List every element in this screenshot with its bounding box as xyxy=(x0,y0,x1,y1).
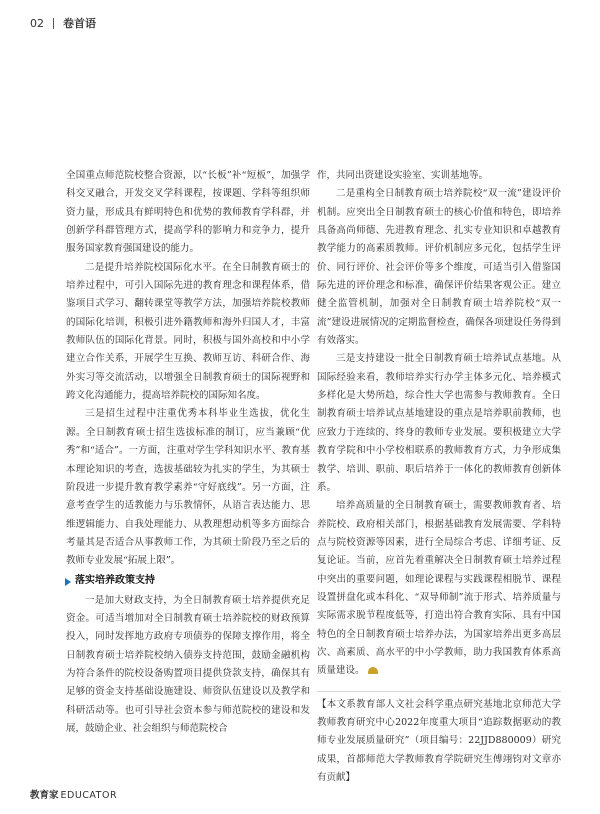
paragraph: 一是加大财政支持，为全日制教育硕士培养提供充足资金。可适当增加对全日制教育硕士培养院校的财政预算投入，同时发挥地方政府专项债券的保障支撑作用，将全日制教育硕士培养院校纳入债券支持范围，鼓励金融机构为符合条件的院校设备购置项目提供贷款支持，确保其有足够的资金支持基础设施建设、师资队伍建设以及教学和科研活动等。也可引导社会资本参与师范院校的建设和发展，鼓励企业、社会组织与师范院校合 xyxy=(66,594,310,734)
paragraph xyxy=(317,497,561,680)
left-column xyxy=(66,167,310,738)
end-mark-icon xyxy=(368,667,378,674)
section-title: 卷首语 xyxy=(63,17,96,30)
subheading-text: 落实培养政策支持 xyxy=(75,575,155,587)
subheading xyxy=(65,572,310,592)
magazine-brand-en: EDUCATOR xyxy=(60,790,118,801)
paragraph: 全国重点师范院校整合资源，以“长板”补“短板”，加强学科交叉融合，开发交叉学科课程，按课题、学科等组织师资力量，形成具有鲜明特色和优势的教师教育学科群，并创新学科群管理方式，提高学科的影响力和竞争力，提升服务国家教育强国建设的能力。 xyxy=(66,170,310,255)
magazine-brand: 教育家 xyxy=(30,790,59,801)
funding-note xyxy=(317,691,561,788)
paragraph: 作，共同出资建设实验室、实训基地等。 xyxy=(317,170,489,181)
header-divider xyxy=(53,18,54,29)
triangle-bullet-icon xyxy=(65,578,71,586)
paragraph-text: 培养高质量的全日制教育硕士，需要教师教育者、培养院校、政府相关部门，根据基础教育发展需要、学科特点与院校资源等因素，进行全局综合考虑、详细考证、反复论证。当前，应首先着重解决全日制教育硕士培养过程中突出的重要问题，如理论课程与实践课程相脱节、课程设置拼盘化或本科化、“双导师制”流于形式、培养质量与实际需求脱节程度低等，打造出符合教育实际、具有中国特色的全日制教育硕士培养办法，为国家培养出更多高层次、高素质、高水平的中小学教师，助力我国教育体系高质量建设。 xyxy=(317,500,561,677)
paragraph: 二是提升培养院校国际化水平。在全日制教育硕士的培养过程中，可引入国际先进的教育理念和课程体系，借鉴项目式学习、翻转课堂等教学方法，加强培养院校教师的国际化培训，积极引进外籍教师和海外归国人才，丰富教师队伍的国际化背景。同时，积极与国外高校和中小学建立合作关系，开展学生互换、教师互访、科研合作、海外实习等交流活动，以增强全日制教育硕士的国际视野和跨文化沟通能力，提高培养院校的国际知名度。 xyxy=(66,261,310,402)
paragraph: 二是重构全日制教育硕士培养院校“双一流”建设评价机制。应突出全日制教育硕士的核心价值和特色，即培养具备高尚师德、先进教育理念、扎实专业知识和卓越教育教学能力的高素质教师。评价机制应多元化，包括学生评价、同行评价、社会评价等多个维度，可适当引入借鉴国际先进的评价理念和标准，确保评价结果客观公正。建立健全监管机制，加强对全日制教育硕士培养院校“双一流”建设进展情况的定期监督检查，确保各项建设任务得到有效落实。 xyxy=(317,188,561,347)
right-column xyxy=(317,167,561,787)
paragraph: 三是支持建设一批全日制教育硕士培养试点基地。从国际经验来看，教师培养实行办学主体多元化、培养模式多样化是大势所趋，综合性大学也需参与教师教育。全日制教育硕士培养试点基地建设的重点是培养职前教师，也应致力于连续的、终身的教师专业发展。要积极建立大学教育学院和中小学校相联系的教师教育方式，力争形成集教学、培训、职前、职后培养于一体化的教师教育创新体系。 xyxy=(317,353,561,493)
page-footer xyxy=(30,787,117,801)
note-text: 【本文系教育部人文社会科学重点研究基地北京师范大学教师教育研究中心2022年度重大项目“追踪数据驱动的教师专业发展质量研究”（项目编号：22JJD880009）研究成果，首都师范大学教师教育学院研究生傅翊钧对文章亦有贡献】 xyxy=(317,698,561,783)
paragraph: 三是招生过程中注重优秀本科毕业生选拔，优化生源。全日制教育硕士招生选拔标准的制订，应当兼顾“优秀”和“适合”。一方面，注重对学生学科知识水平、教育基本理论知识的考查，选拔基础较为扎实的学生，为其硕士阶段进一步提升教育教学素养“守好底线”。另一方面，注意考查学生的适教能力与乐教情怀，从语言表达能力、思维逻辑能力、自我处理能力、从教理想动机等多方面综合考量其是否适合从事教师工作，为其硕士阶段乃至之后的教师专业发展“拓展上限”。 xyxy=(66,408,310,567)
page-header xyxy=(30,14,96,32)
page-number: 02 xyxy=(30,16,44,30)
